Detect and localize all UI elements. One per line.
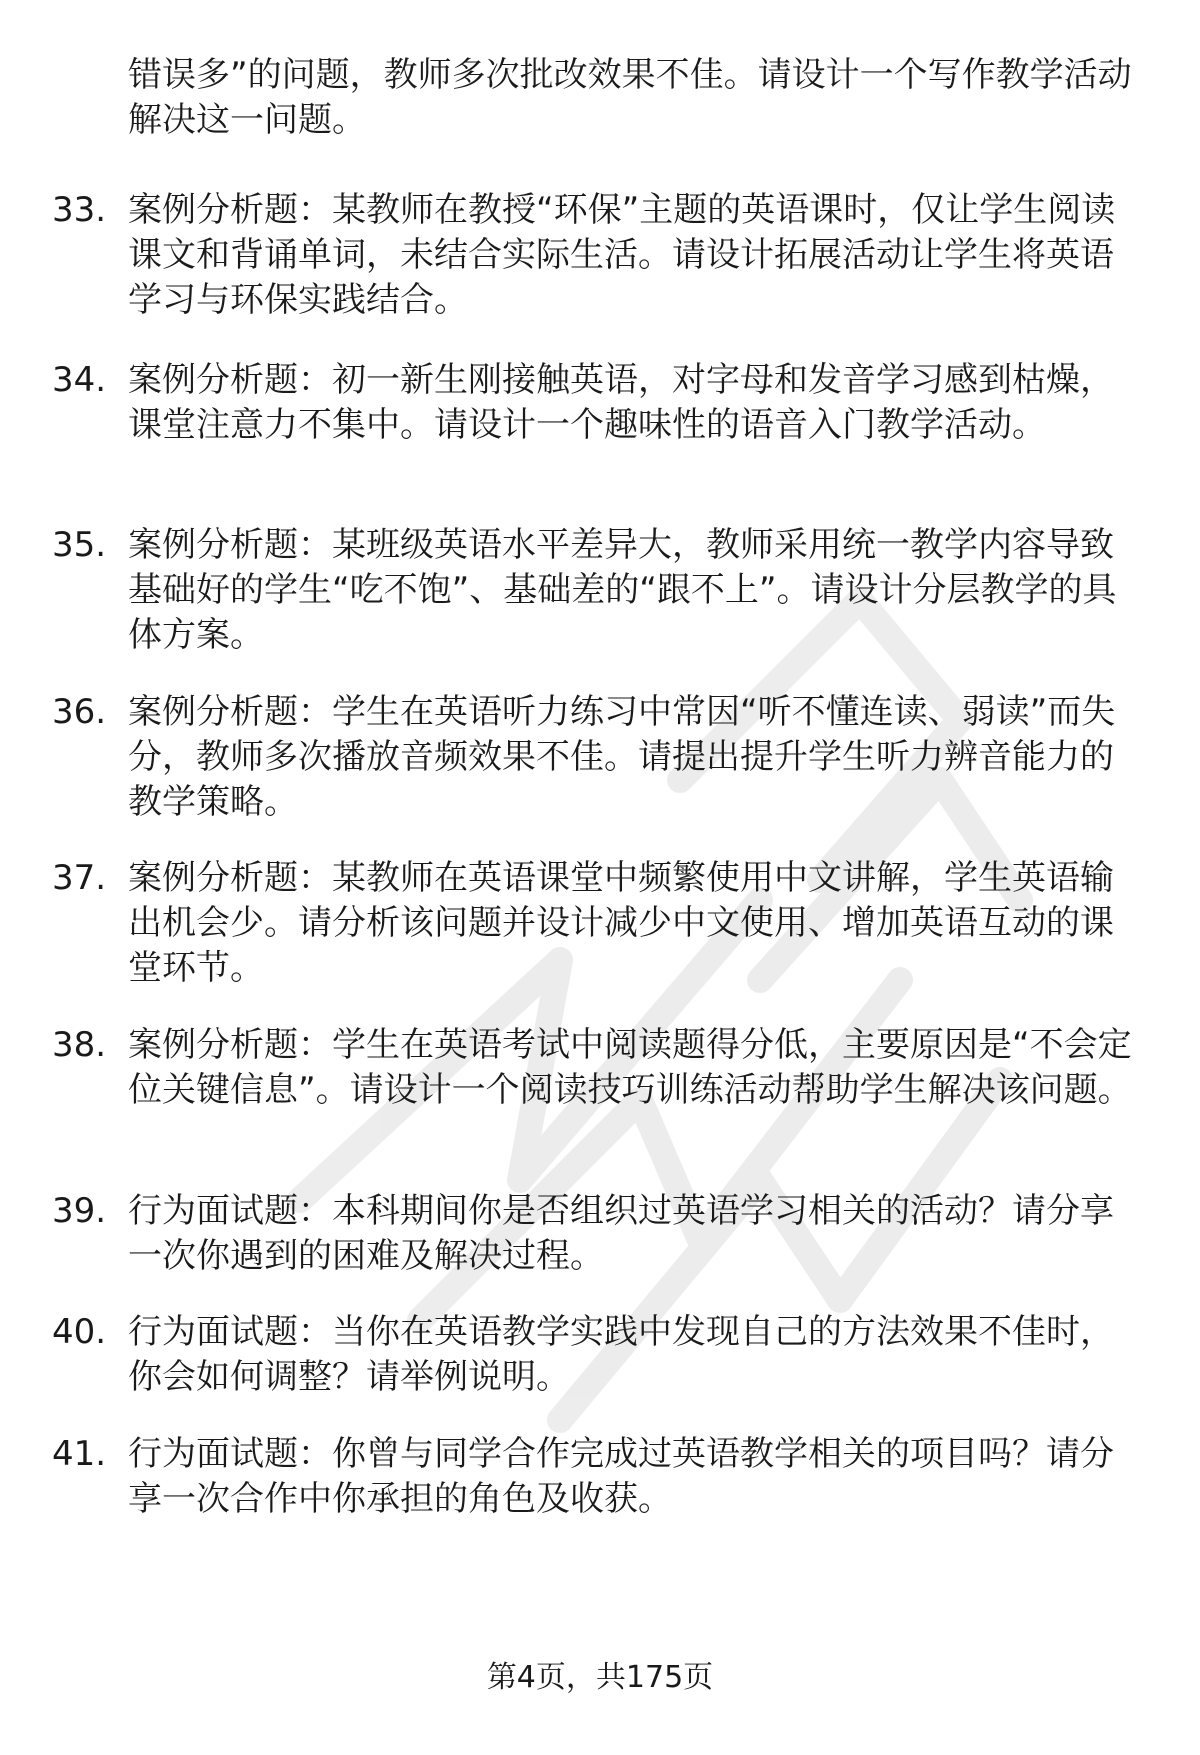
question-item-40 — [52, 1310, 1142, 1400]
question-item-34 — [52, 358, 1142, 448]
question-item-36 — [52, 690, 1142, 825]
question-number: 41. — [52, 1434, 107, 1474]
question-number: 38. — [52, 1025, 107, 1065]
question-text: 行为面试题：本科期间你是否组织过英语学习相关的活动？请分享一次你遇到的困难及解决过程。 — [128, 1191, 1114, 1276]
question-item-38 — [52, 1023, 1142, 1113]
question-text: 行为面试题：当你在英语教学实践中发现自己的方法效果不佳时，你会如何调整？请举例说明。 — [128, 1312, 1114, 1397]
question-number: 33. — [52, 190, 107, 230]
question-number: 35. — [52, 525, 107, 565]
question-item-35 — [52, 523, 1142, 658]
question-text: 案例分析题：某班级英语水平差异大，教师采用统一教学内容导致基础好的学生“吃不饱”、基础差的“跟不上”。请设计分层教学的具体方案。 — [128, 525, 1117, 655]
question-text: 案例分析题：某教师在英语课堂中频繁使用中文讲解，学生英语输出机会少。请分析该问题并设计减少中文使用、增加英语互动的课堂环节。 — [128, 858, 1114, 988]
question-text: 案例分析题：学生在英语考试中阅读题得分低，主要原因是“不会定位关键信息”。请设计一个阅读技巧训练活动帮助学生解决该问题。 — [128, 1025, 1132, 1110]
question-item-41 — [52, 1432, 1142, 1522]
question-number: 36. — [52, 692, 107, 732]
question-number: 34. — [52, 360, 107, 400]
page-footer: 第4页，共175页 — [486, 1660, 714, 1695]
question-number: 40. — [52, 1312, 107, 1352]
question-text: 案例分析题：初一新生刚接触英语，对字母和发音学习感到枯燥，课堂注意力不集中。请设计一个趣味性的语音入门教学活动。 — [128, 360, 1114, 445]
question-item-39 — [52, 1189, 1142, 1279]
question-text: 案例分析题：学生在英语听力练习中常因“听不懂连读、弱读”而失分，教师多次播放音频效果不佳。请提出提升学生听力辨音能力的教学策略。 — [128, 692, 1116, 822]
question-continuation: 错误多”的问题，教师多次批改效果不佳。请设计一个写作教学活动解决这一问题。 — [128, 55, 1132, 140]
question-item-37 — [52, 856, 1142, 991]
question-text: 行为面试题：你曾与同学合作完成过英语教学相关的项目吗？请分享一次合作中你承担的角色及收获。 — [128, 1434, 1114, 1519]
question-number: 39. — [52, 1191, 107, 1231]
question-text: 案例分析题：某教师在教授“环保”主题的英语课时，仅让学生阅读课文和背诵单词，未结合实际生活。请设计拓展活动让学生将英语学习与环保实践结合。 — [128, 190, 1116, 320]
question-item-33 — [52, 188, 1142, 323]
question-number: 37. — [52, 858, 107, 898]
